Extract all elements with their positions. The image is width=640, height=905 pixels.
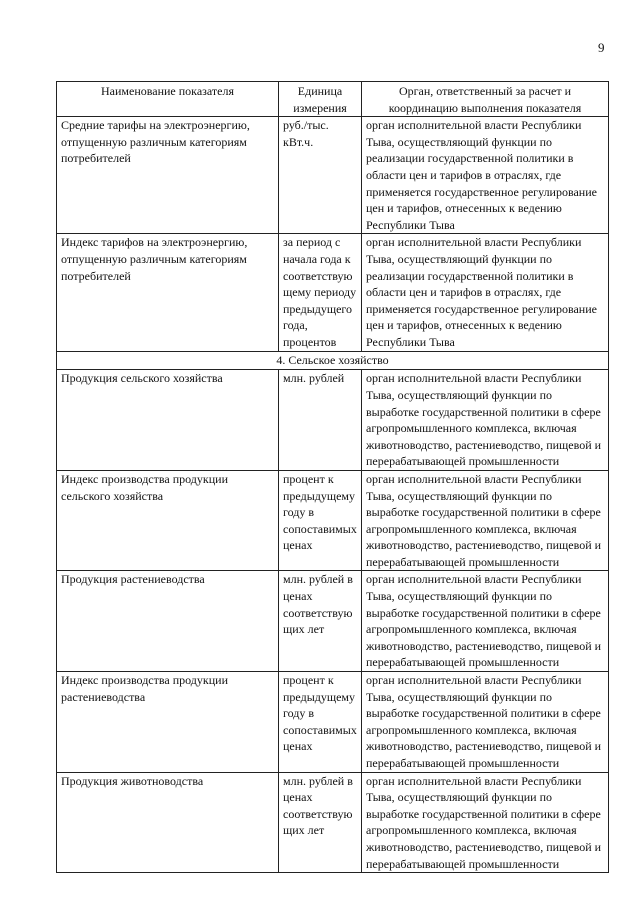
table-row: [57, 470, 609, 571]
responsible-organ: орган исполнительной власти Республики Тыва, осуществляющий функции по выработке государственной политики в сфере агропромышленного комплекса, включая животноводство, растениеводство, пищевой и перерабатывающей промышленности: [362, 470, 609, 571]
indicator-unit: руб./тыс. кВт.ч.: [279, 117, 362, 234]
responsible-organ: орган исполнительной власти Республики Тыва, осуществляющий функции по выработке государственной политики в сфере агропромышленного комплекса, включая животноводство, растениеводство, пищевой и перерабатывающей промышленности: [362, 672, 609, 773]
indicator-unit: млн. рублей: [279, 370, 362, 471]
indicator-name: Индекс тарифов на электроэнергию, отпущенную различным категориям потребителей: [57, 234, 279, 352]
indicator-name: Продукция растениеводства: [57, 571, 279, 672]
indicator-unit: млн. рублей в ценах соответствующих лет: [279, 772, 362, 873]
table-header-row: [57, 82, 609, 117]
responsible-organ: орган исполнительной власти Республики Тыва, осуществляющий функции по реализации государственной политики в области цен и тарифов в отраслях, где применяется государственное регулирование цен и тарифов, отнесенных к ведению Республики Тыва: [362, 117, 609, 234]
indicator-name: Средние тарифы на электроэнергию, отпущенную различным категориям потребителей: [57, 117, 279, 234]
responsible-organ: орган исполнительной власти Республики Тыва, осуществляющий функции по выработке государственной политики в сфере агропромышленного комплекса, включая животноводство, растениеводство, пищевой и перерабатывающей промышленности: [362, 370, 609, 471]
section-row: [57, 352, 609, 370]
indicator-unit: за период с начала года к соответствующему периоду предыдущего года, процентов: [279, 234, 362, 352]
header-unit: Единица измерения: [279, 82, 362, 117]
indicator-unit: процент к предыдущему году в сопоставимых ценах: [279, 470, 362, 571]
table-row: [57, 117, 609, 234]
table-row: [57, 234, 609, 352]
table-row: [57, 370, 609, 471]
section-title: 4. Сельское хозяйство: [57, 352, 609, 370]
header-organ: Орган, ответственный за расчет и координацию выполнения показателя: [362, 82, 609, 117]
indicator-unit: процент к предыдущему году в сопоставимых ценах: [279, 672, 362, 773]
indicators-table: [56, 81, 609, 873]
indicator-name: Индекс производства продукции растениеводства: [57, 672, 279, 773]
table-row: [57, 772, 609, 873]
header-name: Наименование показателя: [57, 82, 279, 117]
table-row: [57, 571, 609, 672]
indicator-unit: млн. рублей в ценах соответствующих лет: [279, 571, 362, 672]
responsible-organ: орган исполнительной власти Республики Тыва, осуществляющий функции по выработке государственной политики в сфере агропромышленного комплекса, включая животноводство, растениеводство, пищевой и перерабатывающей промышленности: [362, 571, 609, 672]
indicator-name: Продукция животноводства: [57, 772, 279, 873]
table-row: [57, 672, 609, 773]
page-number: 9: [598, 40, 605, 55]
responsible-organ: орган исполнительной власти Республики Тыва, осуществляющий функции по выработке государственной политики в сфере агропромышленного комплекса, включая животноводство, растениеводство, пищевой и перерабатывающей промышленности: [362, 772, 609, 873]
indicator-name: Индекс производства продукции сельского хозяйства: [57, 470, 279, 571]
responsible-organ: орган исполнительной власти Республики Тыва, осуществляющий функции по реализации государственной политики в области цен и тарифов в отраслях, где применяется государственное регулирование цен и тарифов, отнесенных к ведению Республики Тыва: [362, 234, 609, 352]
indicator-name: Продукция сельского хозяйства: [57, 370, 279, 471]
